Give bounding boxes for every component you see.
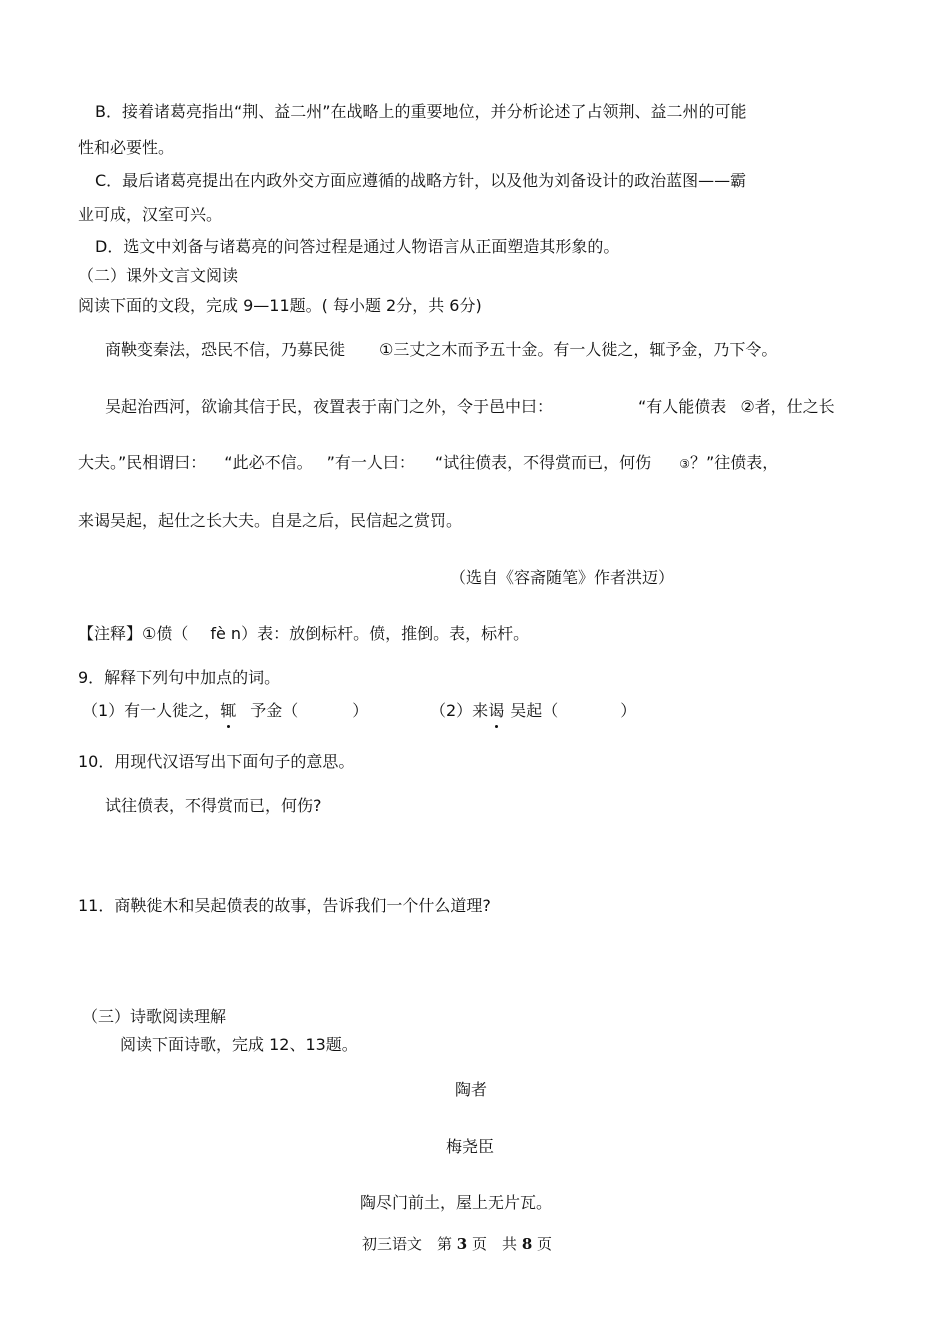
- passage-text: “试往偾表，不得赏而已，何伤: [434, 453, 652, 472]
- section2-instruction: 阅读下面的文段，完成 9—11题。( 每小题 2分，共 6分): [78, 296, 482, 315]
- passage-text: 大夫。”民相谓曰：: [78, 453, 207, 472]
- q9-item1-text: ）: [352, 701, 369, 720]
- annotation: [78, 624, 529, 644]
- footer-total-pages: 8: [521, 1235, 533, 1253]
- passage-text: 商鞅变秦法，恐民不信，乃募民徙: [105, 340, 346, 359]
- section2-heading: （二）课外文言文阅读: [78, 266, 239, 285]
- passage-line4: 来谒吴起，起仕之长大夫。自是之后，民信起之赏罚。: [78, 511, 463, 530]
- q9-item2: [430, 701, 636, 721]
- poem-author: 梅尧臣: [446, 1137, 495, 1156]
- passage-line3: [78, 453, 778, 474]
- dotted-word: 辄: [220, 701, 237, 720]
- q9-stem: 9．解释下列句中加点的词。: [78, 668, 281, 687]
- footer-page-number: 3: [456, 1235, 468, 1253]
- q9-item2-text: （2）来: [430, 701, 489, 720]
- q9-item2-text: ）: [620, 701, 637, 720]
- footer-suffix: 页: [537, 1235, 553, 1253]
- option-c-line2: 业可成，汉室可兴。: [78, 205, 223, 224]
- dotted-word: 谒: [488, 701, 505, 720]
- page-footer: [362, 1234, 552, 1254]
- passage-text: “此必不信。: [224, 453, 313, 472]
- q10-stem: 10．用现代汉语写出下面句子的意思。: [78, 752, 355, 771]
- poem-title: 陶者: [455, 1080, 488, 1099]
- passage-text: 吴起治西河，欲谕其信于民，夜置表于南门之外，令于邑中曰：: [105, 397, 554, 416]
- passage-text: “有人能偾表: [638, 397, 727, 416]
- q11-stem: 11．商鞅徙木和吴起偾表的故事，告诉我们一个什么道理?: [78, 896, 491, 915]
- option-d-line: D．选文中刘备与诸葛亮的问答过程是通过人物语言从正面塑造其形象的。: [95, 237, 620, 256]
- passage-source: （选自《容斋随笔》作者洪迈）: [450, 568, 675, 587]
- passage-text: 者，仕之长: [754, 397, 835, 416]
- q9-item1-text: （1）有一人徙之，: [82, 701, 221, 720]
- option-b-line2: 性和必要性。: [78, 138, 175, 157]
- note-mark: ①: [379, 340, 394, 359]
- footer-mid: 页 共: [472, 1235, 518, 1253]
- section3-heading: （三）诗歌阅读理解: [82, 1007, 227, 1026]
- passage-text: ”有一人曰：: [326, 453, 415, 472]
- passage-text: 三丈之木而予五十金。有一人徙之，辄予金，乃下令。: [393, 340, 778, 359]
- note-mark: ②: [740, 397, 755, 416]
- q9-item2-text: 吴起（: [510, 701, 559, 720]
- passage-line2: [105, 397, 835, 417]
- section3-instruction: 阅读下面诗歌，完成 12、13题。: [120, 1035, 358, 1054]
- annotation-text: 【注释】①偾（: [78, 624, 189, 643]
- passage-line1: [105, 340, 777, 360]
- footer-prefix: 初三语文 第: [362, 1235, 453, 1253]
- q10-sentence: 试往偾表，不得赏而已，何伤?: [105, 796, 322, 815]
- note-mark: ③: [679, 457, 690, 471]
- option-c-line1: C．最后诸葛亮提出在内政外交方面应遵循的战略方针，以及他为刘备设计的政治蓝图——霸: [95, 171, 747, 190]
- passage-text: ？”往偾表，: [689, 453, 779, 472]
- q9-item1-text: 予金（: [250, 701, 299, 720]
- q9-item1: [82, 701, 368, 721]
- annotation-pinyin: fè n: [210, 624, 242, 643]
- option-b-line1: B．接着诸葛亮指出“荆、益二州”在战略上的重要地位，并分析论述了占领荆、益二州的可能: [95, 102, 747, 121]
- poem-line1: 陶尽门前土，屋上无片瓦。: [360, 1193, 553, 1212]
- annotation-text: ）表：放倒标杆。偾，推倒。表，标杆。: [241, 624, 530, 643]
